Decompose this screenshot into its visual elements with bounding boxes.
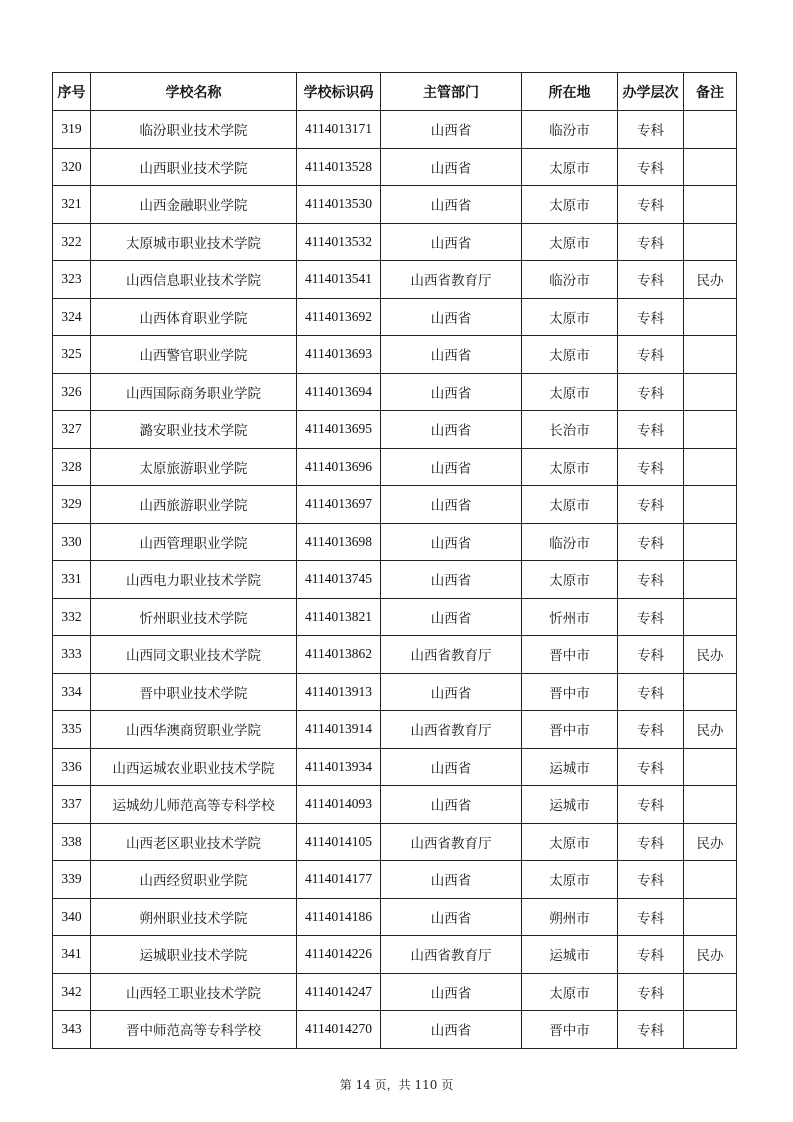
cell-location: 长治市: [522, 411, 618, 449]
cell-department: 山西省: [381, 336, 522, 374]
cell-serial-number: 325: [53, 336, 91, 374]
cell-note: [684, 486, 737, 524]
cell-serial-number: 319: [53, 111, 91, 149]
cell-serial-number: 334: [53, 673, 91, 711]
cell-school-name: 山西电力职业技术学院: [91, 561, 297, 599]
cell-school-code: 4114013914: [297, 711, 381, 749]
cell-serial-number: 331: [53, 561, 91, 599]
cell-note: [684, 898, 737, 936]
cell-department: 山西省: [381, 373, 522, 411]
cell-school-name: 山西国际商务职业学院: [91, 373, 297, 411]
cell-school-code: 4114014093: [297, 786, 381, 824]
cell-school-code: 4114014186: [297, 898, 381, 936]
cell-serial-number: 329: [53, 486, 91, 524]
cell-school-name: 山西运城农业职业技术学院: [91, 748, 297, 786]
table-row: [53, 936, 737, 974]
cell-location: 忻州市: [522, 598, 618, 636]
cell-note: [684, 1011, 737, 1049]
table-row: [53, 711, 737, 749]
table-row: [53, 973, 737, 1011]
cell-department: 山西省: [381, 523, 522, 561]
cell-school-name: 忻州职业技术学院: [91, 598, 297, 636]
cell-department: 山西省教育厅: [381, 261, 522, 299]
cell-level: 专科: [618, 861, 684, 899]
cell-location: 晋中市: [522, 711, 618, 749]
cell-serial-number: 341: [53, 936, 91, 974]
cell-level: 专科: [618, 636, 684, 674]
cell-department: 山西省: [381, 298, 522, 336]
cell-department: 山西省: [381, 748, 522, 786]
cell-note: [684, 786, 737, 824]
cell-serial-number: 324: [53, 298, 91, 336]
cell-school-name: 山西金融职业学院: [91, 186, 297, 224]
table-row: [53, 111, 737, 149]
cell-note: [684, 861, 737, 899]
cell-note: 民办: [684, 636, 737, 674]
cell-note: [684, 223, 737, 261]
cell-level: 专科: [618, 1011, 684, 1049]
cell-location: 太原市: [522, 486, 618, 524]
cell-school-name: 潞安职业技术学院: [91, 411, 297, 449]
cell-location: 运城市: [522, 748, 618, 786]
cell-level: 专科: [618, 261, 684, 299]
cell-location: 太原市: [522, 223, 618, 261]
cell-department: 山西省: [381, 786, 522, 824]
cell-department: 山西省教育厅: [381, 636, 522, 674]
cell-note: [684, 973, 737, 1011]
table-row: [53, 336, 737, 374]
cell-serial-number: 335: [53, 711, 91, 749]
cell-school-code: 4114014247: [297, 973, 381, 1011]
cell-location: 临汾市: [522, 523, 618, 561]
cell-note: [684, 748, 737, 786]
cell-level: 专科: [618, 748, 684, 786]
cell-serial-number: 342: [53, 973, 91, 1011]
cell-location: 太原市: [522, 861, 618, 899]
cell-location: 晋中市: [522, 1011, 618, 1049]
cell-department: 山西省: [381, 148, 522, 186]
cell-department: 山西省: [381, 598, 522, 636]
cell-department: 山西省: [381, 448, 522, 486]
cell-location: 太原市: [522, 448, 618, 486]
table-row: [53, 598, 737, 636]
cell-school-code: 4114013697: [297, 486, 381, 524]
cell-school-code: 4114014105: [297, 823, 381, 861]
cell-level: 专科: [618, 148, 684, 186]
cell-note: [684, 298, 737, 336]
cell-level: 专科: [618, 898, 684, 936]
cell-school-name: 山西信息职业技术学院: [91, 261, 297, 299]
cell-school-name: 山西同文职业技术学院: [91, 636, 297, 674]
cell-note: [684, 673, 737, 711]
cell-level: 专科: [618, 786, 684, 824]
cell-note: 民办: [684, 261, 737, 299]
table-header-row: [53, 73, 737, 111]
cell-level: 专科: [618, 973, 684, 1011]
cell-school-name: 晋中师范高等专科学校: [91, 1011, 297, 1049]
table-row: [53, 673, 737, 711]
table-row: [53, 148, 737, 186]
cell-department: 山西省: [381, 898, 522, 936]
header-serial-number: 序号: [53, 73, 91, 111]
cell-level: 专科: [618, 711, 684, 749]
cell-note: [684, 561, 737, 599]
cell-department: 山西省: [381, 186, 522, 224]
cell-serial-number: 339: [53, 861, 91, 899]
cell-level: 专科: [618, 298, 684, 336]
header-school-code: 学校标识码: [297, 73, 381, 111]
table-row: [53, 261, 737, 299]
cell-note: [684, 411, 737, 449]
cell-serial-number: 336: [53, 748, 91, 786]
table-row: [53, 298, 737, 336]
cell-location: 临汾市: [522, 261, 618, 299]
cell-school-code: 4114013694: [297, 373, 381, 411]
cell-school-code: 4114013745: [297, 561, 381, 599]
cell-level: 专科: [618, 673, 684, 711]
cell-level: 专科: [618, 486, 684, 524]
cell-school-code: 4114013528: [297, 148, 381, 186]
cell-serial-number: 337: [53, 786, 91, 824]
cell-note: [684, 373, 737, 411]
cell-school-code: 4114013692: [297, 298, 381, 336]
cell-school-code: 4114013934: [297, 748, 381, 786]
cell-note: 民办: [684, 711, 737, 749]
cell-school-code: 4114014177: [297, 861, 381, 899]
table-row: [53, 448, 737, 486]
cell-location: 太原市: [522, 373, 618, 411]
cell-note: [684, 111, 737, 149]
cell-department: 山西省教育厅: [381, 936, 522, 974]
cell-location: 太原市: [522, 186, 618, 224]
header-level: 办学层次: [618, 73, 684, 111]
cell-note: 民办: [684, 936, 737, 974]
cell-department: 山西省教育厅: [381, 711, 522, 749]
cell-location: 太原市: [522, 561, 618, 599]
cell-serial-number: 340: [53, 898, 91, 936]
table-row: [53, 561, 737, 599]
cell-serial-number: 338: [53, 823, 91, 861]
page-footer: 第 14 页，共 110 页: [339, 1078, 454, 1092]
cell-department: 山西省: [381, 111, 522, 149]
cell-level: 专科: [618, 936, 684, 974]
cell-department: 山西省: [381, 973, 522, 1011]
cell-school-code: 4114013171: [297, 111, 381, 149]
cell-school-code: 4114013696: [297, 448, 381, 486]
cell-level: 专科: [618, 186, 684, 224]
cell-school-name: 运城职业技术学院: [91, 936, 297, 974]
cell-level: 专科: [618, 111, 684, 149]
cell-level: 专科: [618, 561, 684, 599]
cell-serial-number: 343: [53, 1011, 91, 1049]
table-row: [53, 186, 737, 224]
cell-serial-number: 327: [53, 411, 91, 449]
cell-serial-number: 326: [53, 373, 91, 411]
cell-school-name: 山西职业技术学院: [91, 148, 297, 186]
cell-school-code: 4114013532: [297, 223, 381, 261]
table-row: [53, 823, 737, 861]
cell-school-code: 4114014270: [297, 1011, 381, 1049]
cell-note: [684, 186, 737, 224]
cell-department: 山西省: [381, 561, 522, 599]
cell-department: 山西省: [381, 1011, 522, 1049]
cell-school-code: 4114013821: [297, 598, 381, 636]
cell-school-name: 太原旅游职业学院: [91, 448, 297, 486]
table-row: [53, 486, 737, 524]
cell-location: 朔州市: [522, 898, 618, 936]
cell-level: 专科: [618, 373, 684, 411]
school-list-table: [52, 72, 737, 1049]
cell-location: 运城市: [522, 936, 618, 974]
cell-note: [684, 448, 737, 486]
cell-location: 晋中市: [522, 636, 618, 674]
cell-location: 太原市: [522, 298, 618, 336]
cell-school-name: 山西旅游职业学院: [91, 486, 297, 524]
table-row: [53, 898, 737, 936]
cell-school-name: 山西华澳商贸职业学院: [91, 711, 297, 749]
cell-location: 太原市: [522, 336, 618, 374]
cell-level: 专科: [618, 523, 684, 561]
cell-school-name: 山西经贸职业学院: [91, 861, 297, 899]
cell-level: 专科: [618, 823, 684, 861]
cell-level: 专科: [618, 448, 684, 486]
table-body: [53, 111, 737, 1049]
table-row: [53, 748, 737, 786]
table-row: [53, 411, 737, 449]
table-row: [53, 523, 737, 561]
cell-serial-number: 332: [53, 598, 91, 636]
cell-note: [684, 523, 737, 561]
header-school-name: 学校名称: [91, 73, 297, 111]
cell-school-name: 朔州职业技术学院: [91, 898, 297, 936]
cell-department: 山西省: [381, 223, 522, 261]
cell-level: 专科: [618, 223, 684, 261]
cell-location: 太原市: [522, 148, 618, 186]
cell-location: 太原市: [522, 823, 618, 861]
cell-school-code: 4114013862: [297, 636, 381, 674]
cell-school-code: 4114013541: [297, 261, 381, 299]
table-row: [53, 861, 737, 899]
cell-note: [684, 336, 737, 374]
header-location: 所在地: [522, 73, 618, 111]
cell-location: 运城市: [522, 786, 618, 824]
cell-serial-number: 320: [53, 148, 91, 186]
header-department: 主管部门: [381, 73, 522, 111]
cell-school-name: 山西管理职业学院: [91, 523, 297, 561]
header-note: 备注: [684, 73, 737, 111]
cell-location: 临汾市: [522, 111, 618, 149]
cell-school-code: 4114014226: [297, 936, 381, 974]
table-row: [53, 636, 737, 674]
cell-serial-number: 322: [53, 223, 91, 261]
cell-school-name: 山西轻工职业技术学院: [91, 973, 297, 1011]
cell-serial-number: 323: [53, 261, 91, 299]
cell-school-name: 山西体育职业学院: [91, 298, 297, 336]
table-row: [53, 1011, 737, 1049]
cell-school-code: 4114013693: [297, 336, 381, 374]
cell-school-name: 临汾职业技术学院: [91, 111, 297, 149]
cell-school-name: 山西警官职业学院: [91, 336, 297, 374]
cell-note: [684, 598, 737, 636]
cell-school-name: 太原城市职业技术学院: [91, 223, 297, 261]
cell-department: 山西省: [381, 673, 522, 711]
cell-school-name: 山西老区职业技术学院: [91, 823, 297, 861]
cell-school-code: 4114013530: [297, 186, 381, 224]
table-row: [53, 223, 737, 261]
cell-level: 专科: [618, 336, 684, 374]
cell-location: 太原市: [522, 973, 618, 1011]
cell-location: 晋中市: [522, 673, 618, 711]
table-row: [53, 373, 737, 411]
cell-department: 山西省教育厅: [381, 823, 522, 861]
table-row: [53, 786, 737, 824]
cell-school-name: 运城幼儿师范高等专科学校: [91, 786, 297, 824]
cell-school-name: 晋中职业技术学院: [91, 673, 297, 711]
cell-department: 山西省: [381, 411, 522, 449]
cell-school-code: 4114013698: [297, 523, 381, 561]
cell-serial-number: 321: [53, 186, 91, 224]
cell-serial-number: 328: [53, 448, 91, 486]
cell-note: 民办: [684, 823, 737, 861]
cell-level: 专科: [618, 598, 684, 636]
cell-level: 专科: [618, 411, 684, 449]
cell-department: 山西省: [381, 486, 522, 524]
cell-department: 山西省: [381, 861, 522, 899]
cell-school-code: 4114013913: [297, 673, 381, 711]
cell-note: [684, 148, 737, 186]
cell-serial-number: 330: [53, 523, 91, 561]
cell-school-code: 4114013695: [297, 411, 381, 449]
cell-serial-number: 333: [53, 636, 91, 674]
